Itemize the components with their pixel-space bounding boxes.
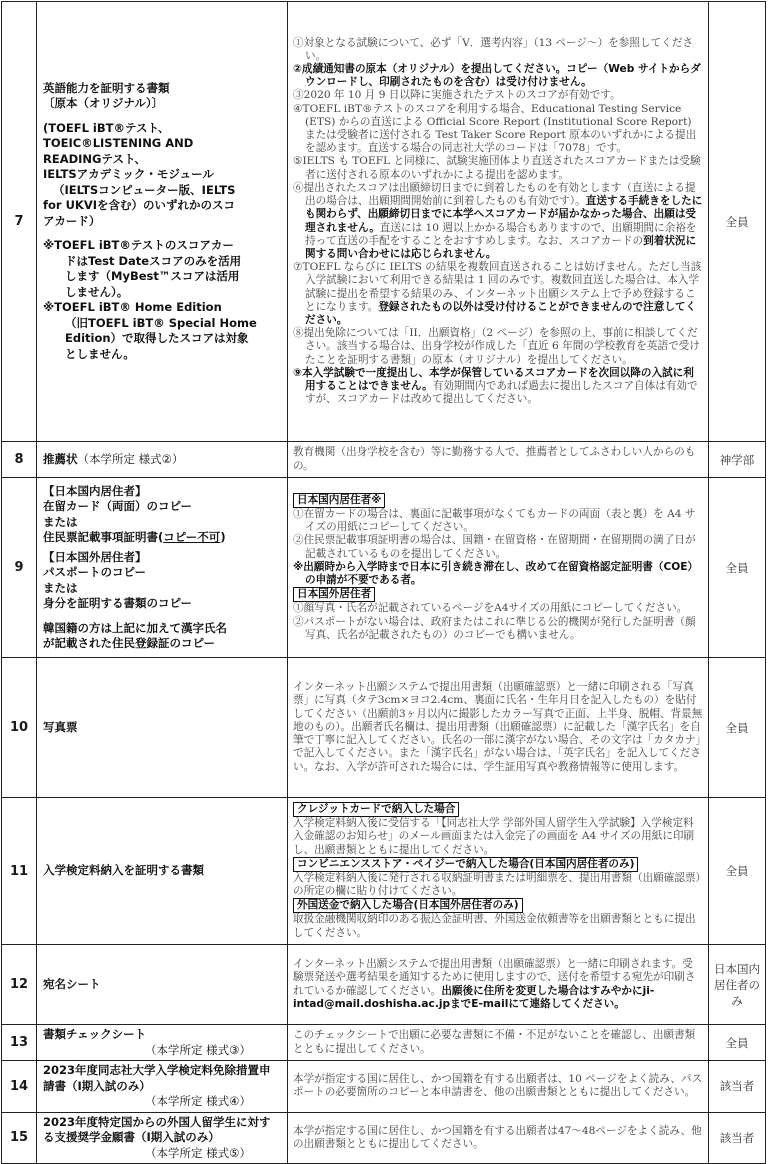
toefl-note-line: します（MyBest™スコアは活用 bbox=[65, 269, 240, 284]
home-edition-note-line: ※TOEFL iBT® Home Edition bbox=[43, 300, 222, 315]
note-text: ⑦TOEFL ならびに IELTS の結果を複数回直送されることは妨げません。ただし当該入学試験において利用できる結果は 1 回のみです。複数回直送した場合は、本入学試験に提出を希望する結果のみ、インターネット出願システム上で予め登録することになります。 bbox=[293, 261, 702, 313]
home-edition-note-line: としません。 bbox=[65, 346, 135, 361]
domestic-doc-text: 住民票記載事項証明書 bbox=[43, 530, 158, 544]
no-copy-label: コピー不可 bbox=[163, 530, 221, 544]
domestic-doc-line: または bbox=[43, 514, 78, 529]
note-item: 取扱金融機関収納印のある振込金証明書、外国送金依頼書等を出願書類とともに提出してください。 bbox=[293, 913, 696, 939]
note-item: ①在留カードの場合は、裏面に記載事項がなくてもカードの両面（表と裏）を A4 サイズの用紙にコピーしてください。 bbox=[293, 508, 696, 534]
document-name-cell bbox=[37, 1112, 288, 1164]
document-name-cell: 写真票 bbox=[37, 658, 288, 798]
test-list-line: アカード） bbox=[43, 213, 101, 228]
target-cell: 神学部 bbox=[709, 442, 766, 478]
target-cell: 全員 bbox=[709, 798, 766, 945]
address-change-note: 出願後に住所を変更した場合はすみやかにji-intad@mail.doshisha.ac.jpまでE-mailにて連絡してください。 bbox=[293, 984, 655, 1010]
section-heading-box: 日本国外居住者 bbox=[293, 587, 375, 602]
table-row bbox=[2, 442, 766, 478]
note-item: ②成績通知書の原本（オリジナル）を提出してください。コピー（Web サイトからダウンロードし、印刷されたものを含む）は受け付けません。 bbox=[293, 63, 701, 89]
section-heading-box: コンビニエンスストア・ペイジーで納入した場合(日本国内居住者のみ) bbox=[293, 857, 638, 872]
document-title: 2023年度特定国からの外国人留学生に対する支援奨学金願書（Ⅰ期入試のみ） bbox=[43, 1114, 271, 1144]
overseas-doc-line: 身分を証明する書類のコピー bbox=[43, 596, 193, 610]
note-text: 直送には 10 週以上かかる場合もありますので、出願期間に余裕を持って直送の手配をすることをおすすめします。なお、スコアカードの bbox=[305, 221, 697, 247]
row-number: 7 bbox=[2, 2, 37, 442]
document-title: 推薦状 bbox=[43, 451, 78, 466]
note-item: ⑧提出免除については「II．出願資格」（2 ページ）を参照の上、事前に相談してください。該当する場合は、出身学校が作成した「直近 6 年間の学校教育を英語で受けたことを証明する書類」の原本（オリジナル）を提出してください。 bbox=[293, 327, 700, 366]
document-title-original: 〔原本（オリジナル）〕 bbox=[43, 96, 164, 111]
note-bold-text: 直送する手続きをしたにも関わらず、出願締切日までに本学へスコアカードが届かなかった場合、出願は受理されません。 bbox=[305, 195, 703, 234]
row-number: 14 bbox=[2, 1061, 37, 1113]
target-cell: 全員 bbox=[709, 1025, 766, 1061]
note-item: 入学検定料納入後に受信する「【同志社大学 学部外国人留学生入学試験】入学検定料入金確認のお知らせ」のメール画面または入金完了の画面を A4 サイズの用紙に印刷し、出願書類とともに提出してください。 bbox=[293, 817, 695, 856]
table-row bbox=[2, 1025, 766, 1061]
document-name-cell bbox=[37, 1061, 288, 1113]
description-cell: このチェックシートで出願に必要な書類に不備・不足がないことを確認し、出願書類とともに提出してください。 bbox=[288, 1025, 709, 1061]
document-title: 英語能力を証明する書類 bbox=[43, 80, 170, 95]
table-row bbox=[2, 1061, 766, 1113]
note-item: ②パスポートがない場合は、政府またはこれに準じる公的機関が発行した証明書（顔写真、氏名が記載されたもの）のコピーでも構いません。 bbox=[293, 615, 696, 641]
section-heading-box: クレジットカードで納入した場合 bbox=[293, 802, 459, 817]
target-cell: 全員 bbox=[709, 658, 766, 798]
test-list-line: for UKVIを含む）のいずれかのスコ bbox=[43, 198, 236, 213]
table-row bbox=[2, 798, 766, 945]
note-item: ③2020 年 10 月 9 日以降に実施されたテストのスコアが有効です。 bbox=[293, 89, 621, 102]
document-form-label: （本学所定 様式③） bbox=[145, 1042, 251, 1057]
test-list-line: READINGテスト、 bbox=[43, 151, 147, 166]
overseas-heading: 【日本国外居住者】 bbox=[43, 549, 147, 564]
document-form-label: （本学所定 様式④） bbox=[145, 1094, 251, 1108]
section-heading-box: 日本国内居住者※ bbox=[293, 493, 385, 508]
row-number: 9 bbox=[2, 478, 37, 658]
description-cell bbox=[288, 945, 709, 1025]
korea-note-line: 韓国籍の方は上記に加えて漢字氏名 bbox=[43, 620, 227, 635]
domestic-doc-line: 住民票記載事項証明書(コピー不可) bbox=[43, 530, 226, 544]
description-cell: 本学が指定する国に居住し、かつ国籍を有する出願者は47～48ページをよく読み、他の出願書類とともに提出してください。 bbox=[288, 1112, 709, 1164]
target-cell: 全員 bbox=[709, 2, 766, 442]
row-number: 11 bbox=[2, 798, 37, 945]
home-edition-note-line: Edition）で取得したスコアは対象 bbox=[65, 331, 249, 346]
toefl-note-line: ドはTest Dateスコアのみを活用 bbox=[65, 253, 242, 268]
note-item: ①対象となる試験について、必ず「V．選考内容」（13 ページ～）を参照してください。 bbox=[293, 36, 693, 62]
note-item: ※出願時から入学時まで日本に引き続き滞在し、改めて在留資格認定証明書（COE）の申請が不要である者。 bbox=[293, 560, 699, 587]
note-text: 有効期間内であれば過去に提出したスコア自体は有効ですが、スコアカードは改めて提出してください。 bbox=[305, 379, 698, 406]
home-edition-note-line: （旧TOEFL iBT® Special Home bbox=[65, 315, 257, 330]
document-name-cell: 宛名シート bbox=[37, 945, 288, 1025]
table-row bbox=[2, 478, 766, 658]
toefl-note-line: ※TOEFL iBT®テストのスコアカー bbox=[43, 238, 234, 253]
table-row bbox=[2, 945, 766, 1025]
document-name-cell bbox=[37, 1025, 288, 1061]
documents-table bbox=[1, 1, 766, 1164]
description-cell: 教育機関（出身学校を含む）等に勤務する人で、推薦者としてふさわしい人からのもの。 bbox=[288, 442, 709, 478]
test-list-line: （IELTSコンピューター版、IELTS bbox=[53, 182, 236, 197]
table-row bbox=[2, 658, 766, 798]
note-item: ①顔写真・氏名が記載されているページをA4サイズの用紙にコピーしてください。 bbox=[293, 602, 688, 615]
row-number: 10 bbox=[2, 658, 37, 798]
description-cell: インターネット出願システムで提出用書類（出願確認票）と一緒に印刷される「写真票」に写真（タテ3cm×ヨコ2.4cm、裏面に氏名・生年月日を記入したもの）を貼付してください（出願前3ヶ月以内に撮影したカラー写真で正面、上半身、脱帽、背景無地のもの）。出願者氏名欄は、提出用書類（出願確認票）に記載した「漢字氏名」を自筆で丁寧に記入してください。氏名の一部に漢字がない場合、その文字は「カタカナ」で記入してください。また「漢字氏名」がない場合は、「英字氏名」を記入してください。なお、入学が許可された場合には、学生証用写真や教務情報等に使用します。 bbox=[288, 658, 709, 798]
note-text: インターネット出願システムで提出用書類（出願確認票）と一緒に印刷されます。受験票発送や選考結果を通知するために使用しますので、送付を希望する宛先が印刷されているか確認してください。 bbox=[293, 958, 696, 997]
document-title: 2023年度同志社大学入学検定料免除措置申請書（Ⅰ期入試のみ） bbox=[43, 1063, 271, 1093]
application-documents-table-page bbox=[1, 1, 766, 1164]
note-bold-text: ⑨本入学試験で一度提出し、本学が保管しているスコアカードを次回以降の入試に利用することはできません。 bbox=[293, 366, 694, 392]
target-cell: 日本国内居住者のみ bbox=[709, 945, 766, 1025]
toefl-note-line: しません）。 bbox=[65, 284, 129, 299]
description-cell: 本学が指定する国に居住し、かつ国籍を有する出願者は、10 ページをよく読み、パスポートの必要箇所のコピーと本申請書を、他の出願書類とともに提出してください。 bbox=[288, 1061, 709, 1113]
document-title: 書類チェックシート bbox=[43, 1027, 147, 1041]
note-item: ⑤IELTS も TOEFL と同様に、試験実施団体より直送されたスコアカードまたは受験者に送付される原本のいずれかによる提出を認めます。 bbox=[293, 155, 701, 181]
document-name-cell bbox=[37, 442, 288, 478]
row-number: 13 bbox=[2, 1025, 37, 1061]
note-item: ④TOEFL iBT®テストのスコアを利用する場合、Educational Testing Service (ETS) からの直送による Official Score Report (Institutional Score Report) または受験者に送付される Test Taker Score Report 原本のいずれかによる提出を認めます。直送する場合の同志社大学のコードは「7078」です。 bbox=[293, 102, 697, 155]
document-form-label: （本学所定 様式②） bbox=[77, 451, 184, 466]
note-item: ②住民票記載事項証明書の場合は、国籍・在留資格・在留期間・在留期間の満了日が記載されているものを提出してください。 bbox=[293, 534, 696, 560]
document-name-cell bbox=[37, 2, 288, 442]
note-bold-text: 登録されたもの以外は受け付けることができませんので注意してください。 bbox=[305, 300, 697, 326]
document-name-cell: 入学検定料納入を証明する書類 bbox=[37, 798, 288, 945]
description-cell bbox=[288, 798, 709, 945]
test-list-line: IELTSアカデミック・モジュール bbox=[43, 167, 214, 182]
note-item bbox=[293, 261, 703, 327]
test-list-line: TOEIC®LISTENING AND bbox=[43, 136, 194, 151]
target-cell: 該当者 bbox=[709, 1112, 766, 1164]
domestic-heading: 【日本国内居住者】 bbox=[43, 483, 147, 498]
korea-note-line: が記載された住民登録証のコピー bbox=[43, 636, 216, 650]
overseas-doc-line: または bbox=[43, 580, 78, 595]
table-row bbox=[2, 1112, 766, 1164]
test-list-line: (TOEFL iBT®テスト、 bbox=[43, 120, 170, 135]
description-cell bbox=[288, 478, 709, 658]
note-item bbox=[293, 367, 703, 407]
note-item: 入学検定料納入後に発行される収納証明書または明細票を、提出用書類（出願確認票）の所定の欄に貼り付けてください。 bbox=[293, 871, 701, 898]
target-cell: 該当者 bbox=[709, 1061, 766, 1113]
document-form-label: （本学所定 様式⑤） bbox=[145, 1145, 251, 1160]
description-cell bbox=[288, 2, 709, 442]
note-text: ⑥提出されたスコアは出願締切日までに到着したものを有効とします（直送による提出の場合は、出願期間開始前に到着したものも有効です）。 bbox=[293, 181, 696, 208]
table-row bbox=[2, 2, 766, 442]
target-cell: 全員 bbox=[709, 478, 766, 658]
overseas-doc-line: パスポートのコピー bbox=[43, 565, 147, 579]
domestic-doc-line: 在留カード（両面）のコピー bbox=[43, 499, 193, 513]
note-bold-text: 到着状況に関する問い合わせには応じられません。 bbox=[305, 234, 697, 260]
document-name-cell bbox=[37, 478, 288, 658]
row-number: 12 bbox=[2, 945, 37, 1025]
note-item bbox=[293, 182, 703, 261]
row-number: 15 bbox=[2, 1112, 37, 1164]
section-heading-box: 外国送金で納入した場合(日本国外居住者のみ) bbox=[293, 898, 523, 913]
row-number: 8 bbox=[2, 442, 37, 478]
